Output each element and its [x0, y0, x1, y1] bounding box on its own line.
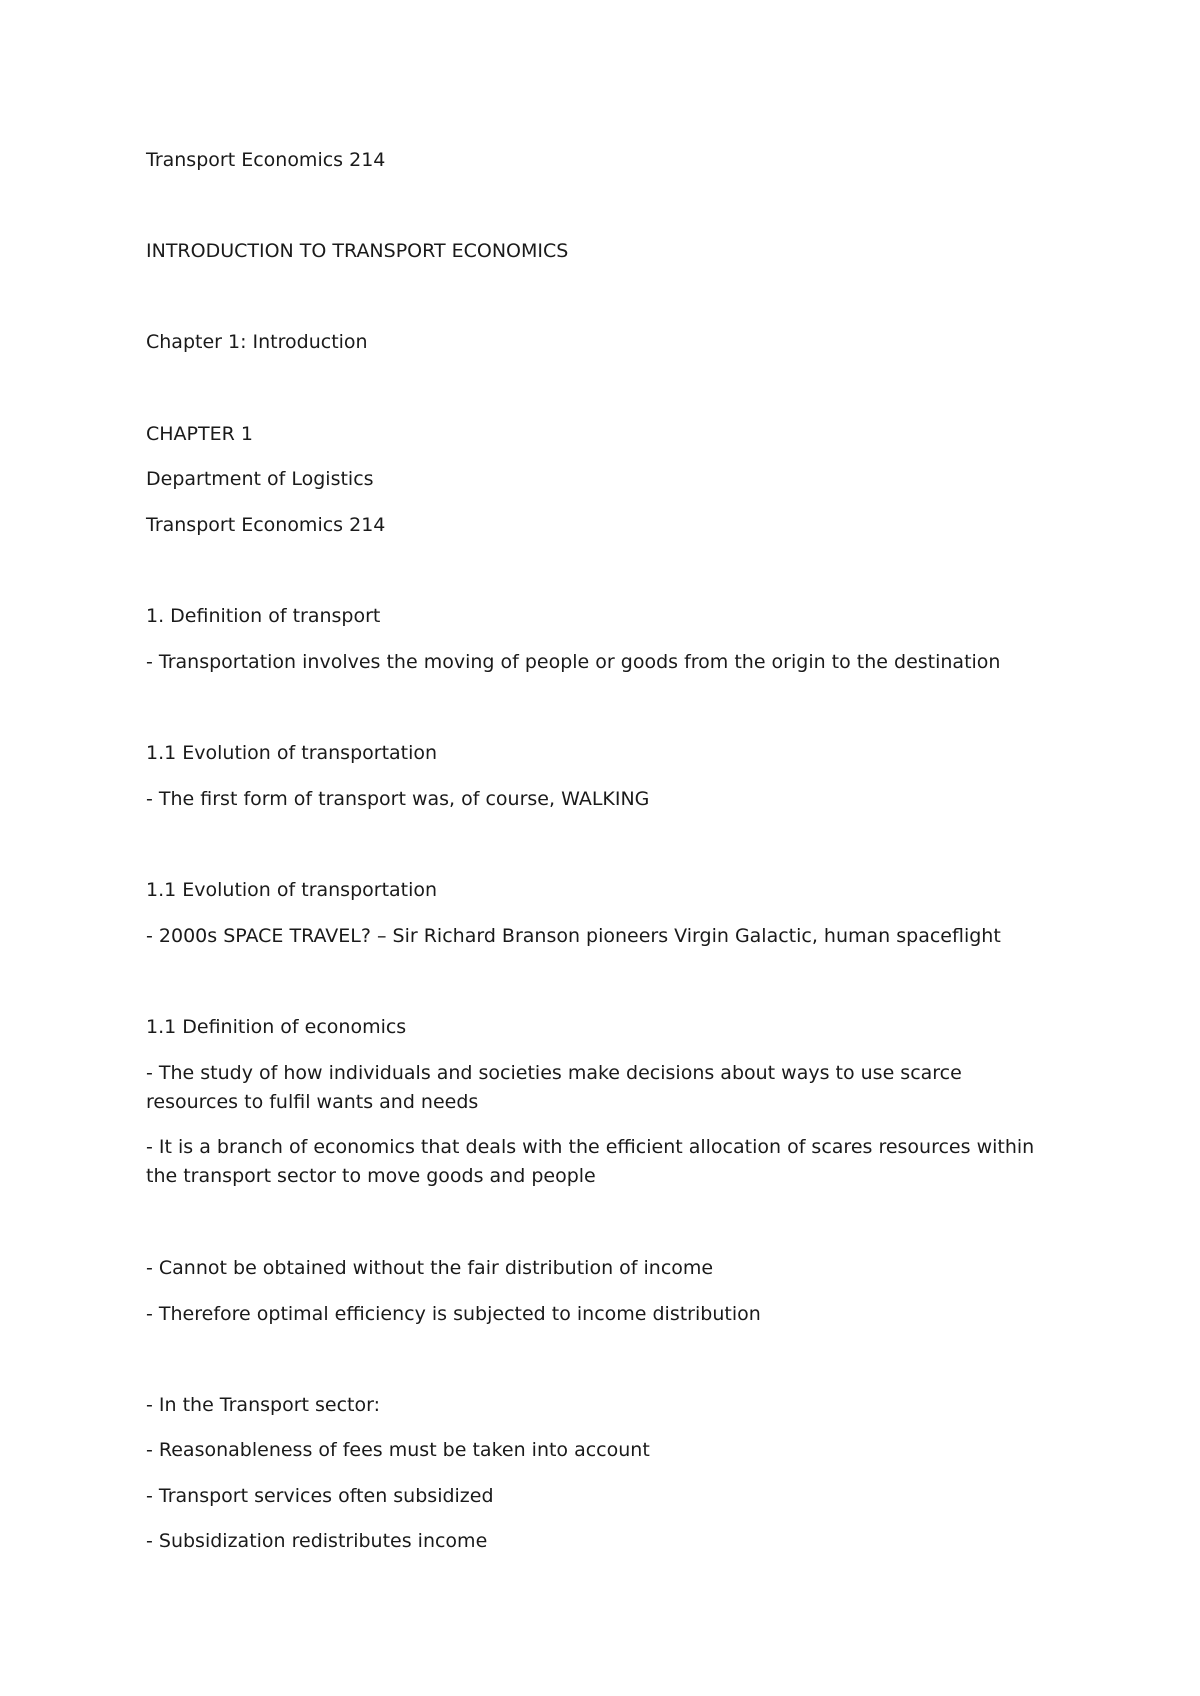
transport-sector-point: - Reasonableness of fees must be taken into account: [146, 1439, 650, 1461]
section-bullet: - It is a branch of economics that deals with the efficient allocation of scares resources within the transport sector to move goods and people: [146, 1136, 1035, 1187]
section-bullet: - 2000s SPACE TRAVEL? – Sir Richard Branson pioneers Virgin Galactic, human spaceflight: [146, 925, 1001, 947]
transport-sector-point: - Subsidization redistributes income: [146, 1530, 488, 1552]
transport-sector-point: - Transport services often subsidized: [146, 1485, 494, 1507]
chapter-title: Chapter 1: Introduction: [146, 331, 368, 353]
section-bullet: - Transportation involves the moving of people or goods from the origin to the destination: [146, 651, 1001, 673]
section-bullet: - The first form of transport was, of course, WALKING: [146, 788, 650, 810]
section-heading: 1. Definition of transport: [146, 605, 381, 627]
section-heading: 1.1 Evolution of transportation: [146, 742, 438, 764]
efficiency-point: - Cannot be obtained without the fair distribution of income: [146, 1257, 714, 1279]
section-heading: 1.1 Evolution of transportation: [146, 879, 438, 901]
efficiency-point: - Therefore optimal efficiency is subjected to income distribution: [146, 1303, 761, 1325]
department-name: Department of Logistics: [146, 468, 374, 490]
section-heading: 1.1 Definition of economics: [146, 1016, 407, 1038]
chapter-label: CHAPTER 1: [146, 423, 253, 445]
section-bullet: - The study of how individuals and societies make decisions about ways to use scarce resources to fulfil wants and needs: [146, 1062, 962, 1113]
transport-sector-point: - In the Transport sector:: [146, 1394, 380, 1416]
course-title: Transport Economics 214: [146, 149, 386, 171]
course-title-repeat: Transport Economics 214: [146, 514, 386, 536]
main-heading: INTRODUCTION TO TRANSPORT ECONOMICS: [146, 240, 569, 262]
